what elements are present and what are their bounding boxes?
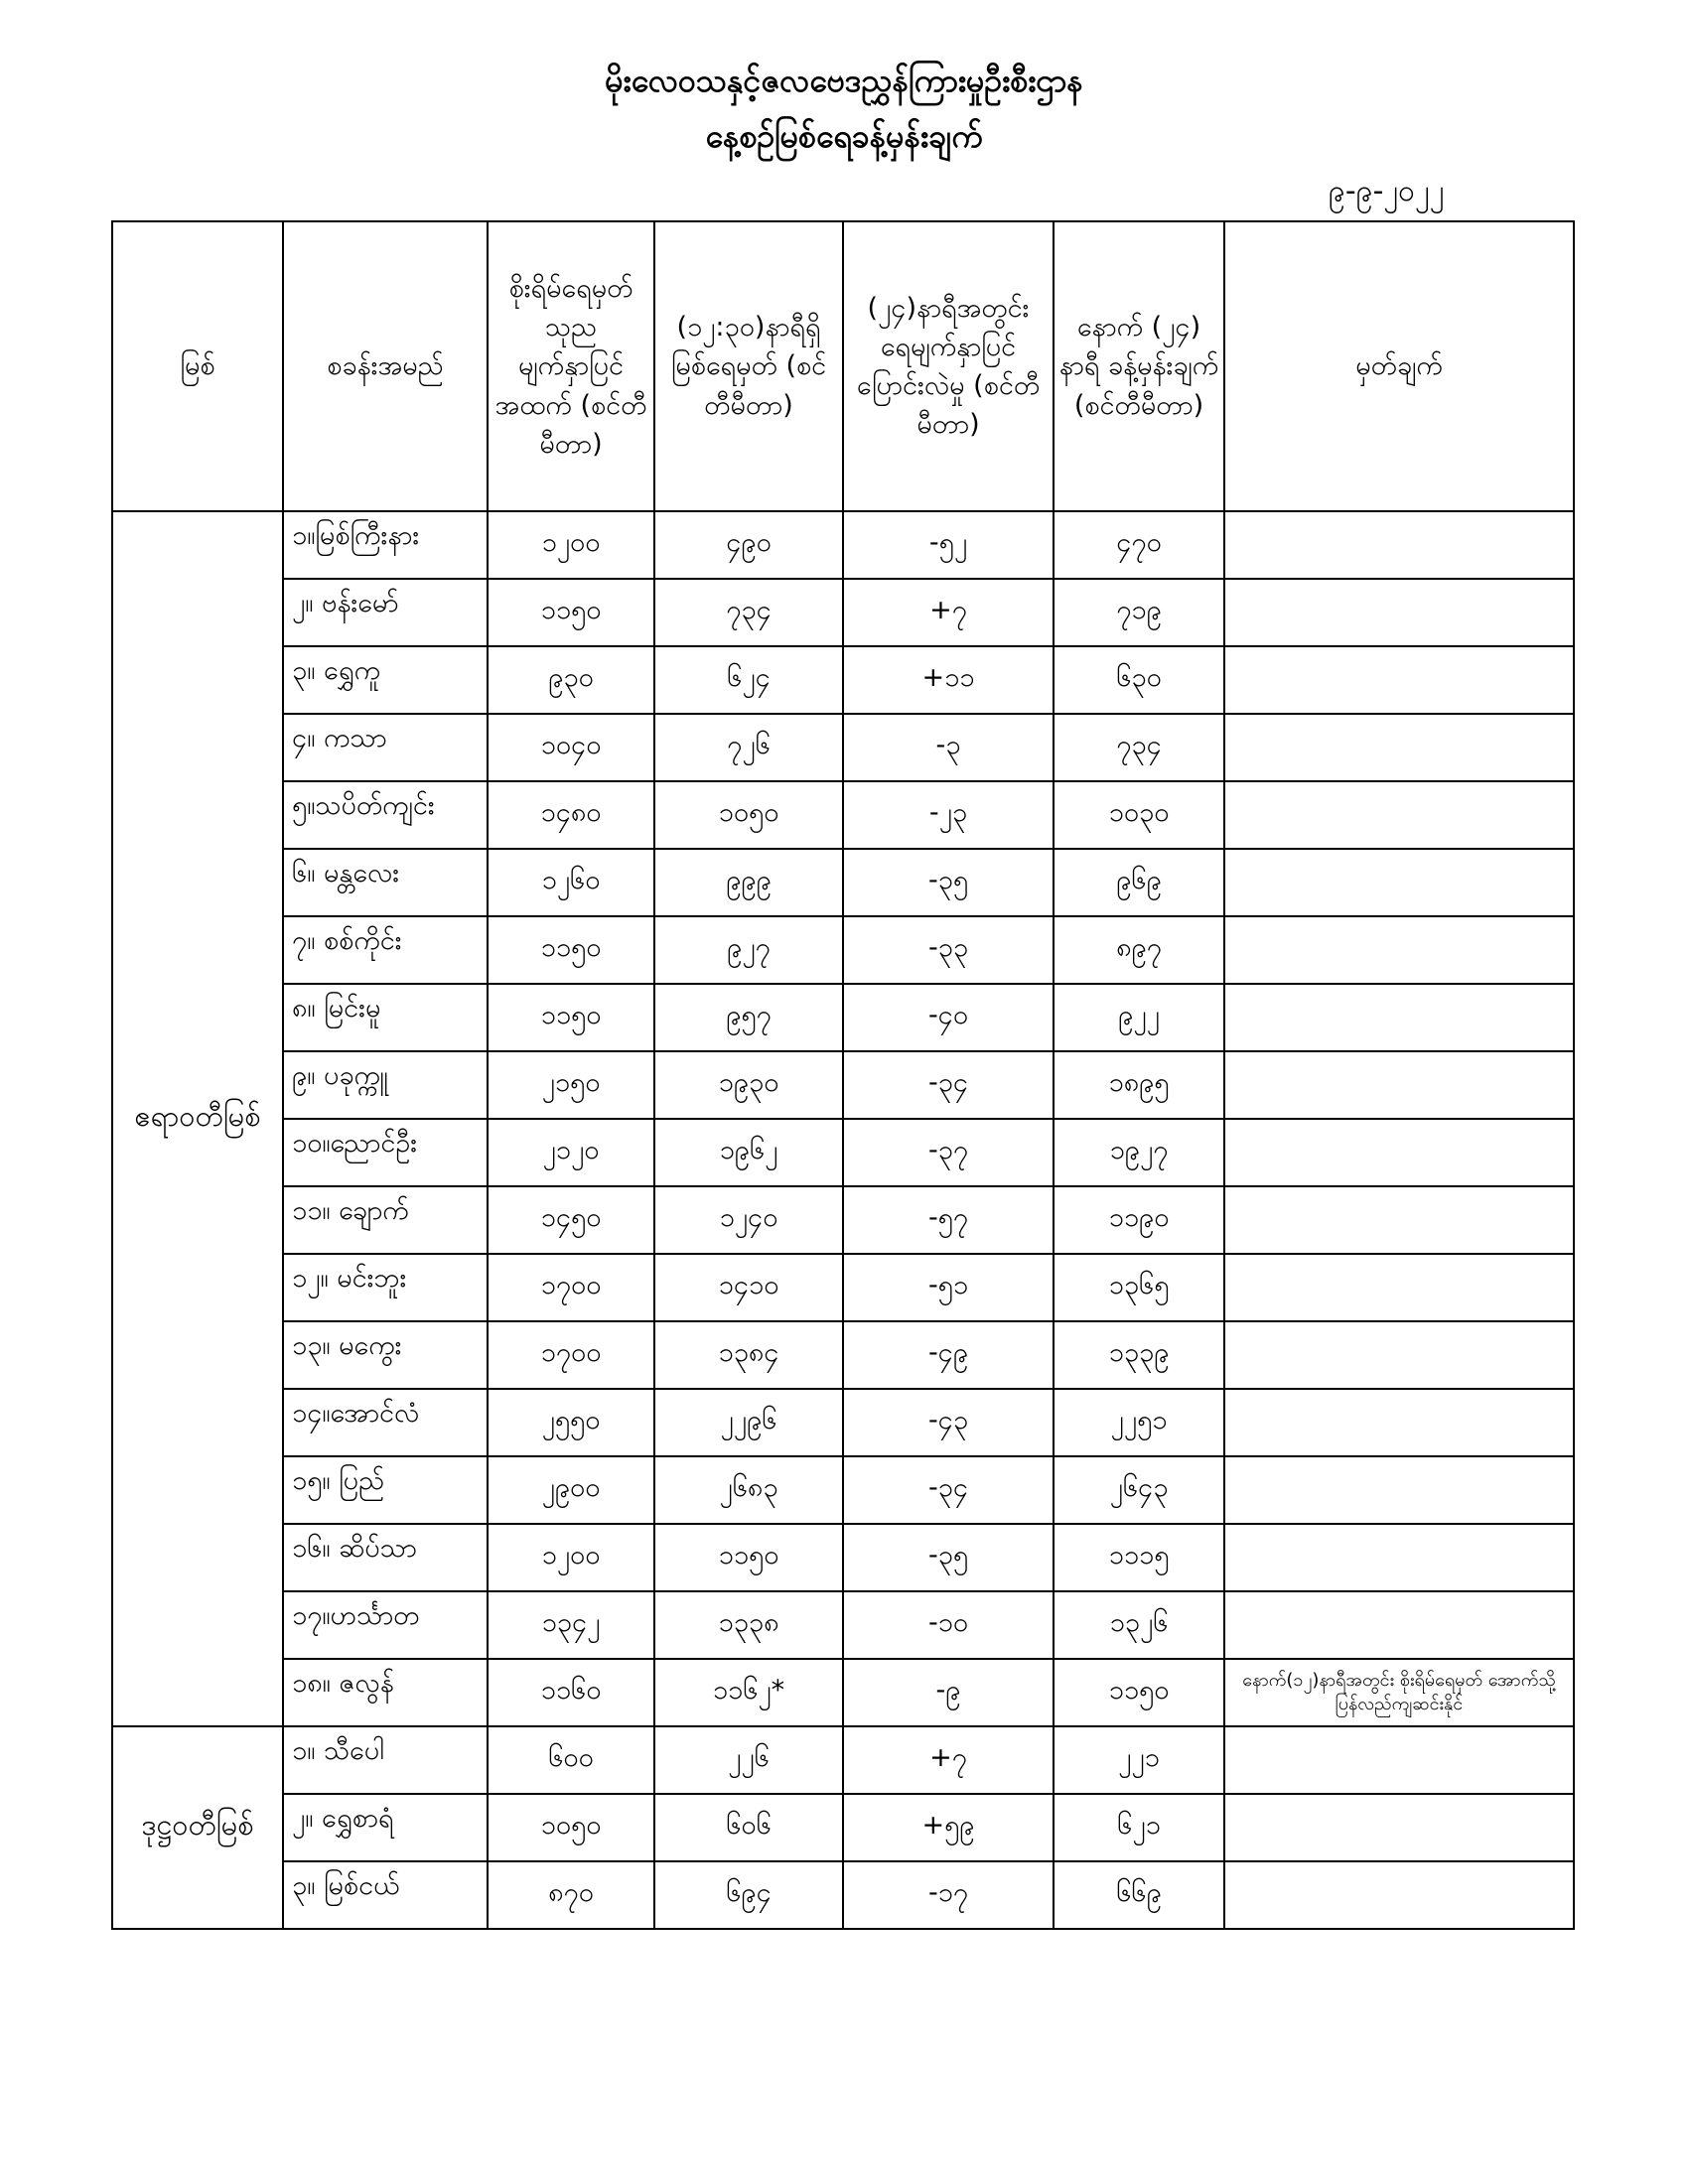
river-forecast-table — [111, 220, 1575, 1930]
change-cell: +၁၁ — [843, 646, 1054, 714]
table-row — [112, 1726, 1574, 1794]
current-level-cell: ၁၁၅၀ — [654, 1524, 843, 1591]
header-24h-change: (၂၄)နာရီအတွင်း ရေမျက်နှာပြင် ပြောင်းလဲမှု (စင်တီမီတာ) — [843, 221, 1054, 511]
current-level-cell: ၉၂၇ — [654, 916, 843, 984]
table-row — [112, 1321, 1574, 1389]
danger-level-cell: ၁၂၀၀ — [488, 511, 654, 579]
river-name: ဒုဋ္ဌဝတီမြစ် — [112, 1726, 283, 1929]
change-cell: -၁၇ — [843, 1861, 1054, 1929]
forecast-cell: ၈၉၇ — [1054, 916, 1224, 984]
station-name: ၂။ ရွှေစာရံ — [283, 1794, 488, 1861]
change-cell: -၉ — [843, 1659, 1054, 1726]
change-cell: -၁၀ — [843, 1591, 1054, 1659]
table-row — [112, 1861, 1574, 1929]
forecast-cell: ၁၁၁၅ — [1054, 1524, 1224, 1591]
current-level-cell: ၁၂၄၀ — [654, 1186, 843, 1254]
forecast-cell: ၇၁၉ — [1054, 579, 1224, 646]
current-level-cell: ၁၉၃၀ — [654, 1051, 843, 1119]
remark-cell — [1224, 714, 1574, 781]
danger-level-cell: ၁၃၄၂ — [488, 1591, 654, 1659]
danger-level-cell: ၁၂၆၀ — [488, 849, 654, 916]
current-level-cell: ၉၅၇ — [654, 984, 843, 1051]
remark-cell — [1224, 646, 1574, 714]
page-subtitle: နေ့စဉ်မြစ်ရေခန့်မှန်းချက် — [705, 117, 983, 155]
table-body — [112, 511, 1574, 1929]
current-level-cell: ၇၂၆ — [654, 714, 843, 781]
forecast-cell: ၂၆၄၃ — [1054, 1456, 1224, 1524]
table-row — [112, 1659, 1574, 1726]
station-name: ၉။ ပခုက္ကူ — [283, 1051, 488, 1119]
current-level-cell: ၇၃၄ — [654, 579, 843, 646]
current-level-cell: ၁၃၃၈ — [654, 1591, 843, 1659]
table-row — [112, 1186, 1574, 1254]
table-row — [112, 1591, 1574, 1659]
station-name: ၁၀။ညောင်ဦး — [283, 1119, 488, 1186]
forecast-cell: ၉၆၉ — [1054, 849, 1224, 916]
current-level-cell: ၉၉၉ — [654, 849, 843, 916]
station-name: ၁။ သီပေါ — [283, 1726, 488, 1794]
station-name: ၃။ မြစ်ငယ် — [283, 1861, 488, 1929]
remark-cell — [1224, 1524, 1574, 1591]
station-name: ၆။ မန္တလေး — [283, 849, 488, 916]
current-level-cell: ၄၉၀ — [654, 511, 843, 579]
forecast-cell: ၉၂၂ — [1054, 984, 1224, 1051]
danger-level-cell: ၁၀၅၀ — [488, 1794, 654, 1861]
danger-level-cell: ၁၇၀၀ — [488, 1254, 654, 1321]
change-cell: +၇ — [843, 579, 1054, 646]
danger-level-cell: ၁၂၀၀ — [488, 1524, 654, 1591]
change-cell: -၃၄ — [843, 1051, 1054, 1119]
remark-cell — [1224, 1254, 1574, 1321]
table-row — [112, 1456, 1574, 1524]
danger-level-cell: ၁၁၅၀ — [488, 916, 654, 984]
remark-cell — [1224, 511, 1574, 579]
forecast-cell: ၁၈၉၅ — [1054, 1051, 1224, 1119]
change-cell: -၄၀ — [843, 984, 1054, 1051]
table-row — [112, 1254, 1574, 1321]
header-danger-level: စိုးရိမ်ရေမှတ် သုည မျက်နှာပြင် အထက် (စင်တီမီတာ) — [488, 221, 654, 511]
table-row — [112, 1389, 1574, 1456]
remark-cell: နောက်(၁၂)နာရီအတွင်း စိုးရိမ်ရေမှတ် အောက်သို့ ပြန်လည်ကျဆင်းနိုင် — [1224, 1659, 1574, 1726]
change-cell: +၅၉ — [843, 1794, 1054, 1861]
table-row — [112, 579, 1574, 646]
forecast-cell: ၆၃၀ — [1054, 646, 1224, 714]
danger-level-cell: ၆၀၀ — [488, 1726, 654, 1794]
current-level-cell: ၂၆၈၃ — [654, 1456, 843, 1524]
remark-cell — [1224, 579, 1574, 646]
remark-cell — [1224, 984, 1574, 1051]
forecast-cell: ၁၁၅၀ — [1054, 1659, 1224, 1726]
station-name: ၅။သပိတ်ကျင်း — [283, 781, 488, 849]
station-name: ၂။ ဗန်းမော် — [283, 579, 488, 646]
danger-level-cell: ၂၉၀၀ — [488, 1456, 654, 1524]
forecast-cell: ၁၃၃၉ — [1054, 1321, 1224, 1389]
danger-level-cell: ၂၁၂၀ — [488, 1119, 654, 1186]
forecast-cell: ၁၁၉၀ — [1054, 1186, 1224, 1254]
current-level-cell: ၁၃၈၄ — [654, 1321, 843, 1389]
forecast-cell: ၁၃၂၆ — [1054, 1591, 1224, 1659]
station-name: ၁၄။အောင်လံ — [283, 1389, 488, 1456]
table-row — [112, 1119, 1574, 1186]
forecast-cell: ၇၃၄ — [1054, 714, 1224, 781]
page-title: မိုးလေဝသနှင့်ဇလဗေဒညွှန်ကြားမှုဦးစီးဌာန — [605, 62, 1083, 99]
forecast-cell: ၆၆၉ — [1054, 1861, 1224, 1929]
remark-cell — [1224, 781, 1574, 849]
report-date: ၉-၉-၂၀၂၂ — [1329, 174, 1445, 208]
forecast-cell: ၂၂၅၁ — [1054, 1389, 1224, 1456]
header-river: မြစ် — [112, 221, 283, 511]
station-name: ၁၅။ ပြည် — [283, 1456, 488, 1524]
forecast-cell: ၁၉၂၇ — [1054, 1119, 1224, 1186]
table-row — [112, 916, 1574, 984]
forecast-cell: ၄၇၀ — [1054, 511, 1224, 579]
remark-cell — [1224, 1591, 1574, 1659]
header-station: စခန်းအမည် — [283, 221, 488, 511]
remark-cell — [1224, 1051, 1574, 1119]
change-cell: -၃၄ — [843, 1456, 1054, 1524]
header-remark: မှတ်ချက် — [1224, 221, 1574, 511]
station-name: ၁၆။ ဆိပ်သာ — [283, 1524, 488, 1591]
table-row — [112, 1794, 1574, 1861]
table-row — [112, 511, 1574, 579]
danger-level-cell: ၉၃၀ — [488, 646, 654, 714]
remark-cell — [1224, 849, 1574, 916]
danger-level-cell: ၁၁၅၀ — [488, 984, 654, 1051]
table-header-row — [112, 221, 1574, 511]
header-current-level: (၁၂:၃၀)နာရီရှိ မြစ်ရေမှတ် (စင်တီမီတာ) — [654, 221, 843, 511]
change-cell: -၅၁ — [843, 1254, 1054, 1321]
current-level-cell: ၂၂၆ — [654, 1726, 843, 1794]
forecast-cell: ၁၃၆၅ — [1054, 1254, 1224, 1321]
table-row — [112, 849, 1574, 916]
table-row — [112, 714, 1574, 781]
change-cell: -၃၅ — [843, 849, 1054, 916]
danger-level-cell: ၁၁၅၀ — [488, 579, 654, 646]
station-name: ၈။ မြင်းမူ — [283, 984, 488, 1051]
station-name: ၁။မြစ်ကြီးနား — [283, 511, 488, 579]
station-name: ၄။ ကသာ — [283, 714, 488, 781]
danger-level-cell: ၁၄၈၀ — [488, 781, 654, 849]
current-level-cell: ၁၁၆၂* — [654, 1659, 843, 1726]
station-name: ၁၃။ မကွေး — [283, 1321, 488, 1389]
danger-level-cell: ၁၄၅၀ — [488, 1186, 654, 1254]
change-cell: -၃၅ — [843, 1524, 1054, 1591]
danger-level-cell: ၁၀၄၀ — [488, 714, 654, 781]
header-forecast: နောက် (၂၄) နာရီ ခန့်မှန်းချက် (စင်တီမီတာ) — [1054, 221, 1224, 511]
forecast-cell: ၂၂၁ — [1054, 1726, 1224, 1794]
current-level-cell: ၆၉၄ — [654, 1861, 843, 1929]
remark-cell — [1224, 1456, 1574, 1524]
change-cell: -၅၇ — [843, 1186, 1054, 1254]
danger-level-cell: ၁၁၆၀ — [488, 1659, 654, 1726]
station-name: ၁၁။ ချောက် — [283, 1186, 488, 1254]
change-cell: -၄၃ — [843, 1389, 1054, 1456]
station-name: ၁၂။ မင်းဘူး — [283, 1254, 488, 1321]
station-name: ၁၈။ ဇလွန် — [283, 1659, 488, 1726]
remark-cell — [1224, 1321, 1574, 1389]
current-level-cell: ၁၀၅၀ — [654, 781, 843, 849]
change-cell: +၇ — [843, 1726, 1054, 1794]
remark-cell — [1224, 916, 1574, 984]
change-cell: -၃၇ — [843, 1119, 1054, 1186]
change-cell: -၃ — [843, 714, 1054, 781]
remark-cell — [1224, 1794, 1574, 1861]
remark-cell — [1224, 1389, 1574, 1456]
danger-level-cell: ၈၇၀ — [488, 1861, 654, 1929]
danger-level-cell: ၂၅၅၀ — [488, 1389, 654, 1456]
change-cell: -၃၃ — [843, 916, 1054, 984]
current-level-cell: ၁၉၆၂ — [654, 1119, 843, 1186]
station-name: ၇။ စစ်ကိုင်း — [283, 916, 488, 984]
danger-level-cell: ၁၇၀၀ — [488, 1321, 654, 1389]
current-level-cell: ၁၄၁၀ — [654, 1254, 843, 1321]
station-name: ၁၇။ဟင်္သာတ — [283, 1591, 488, 1659]
river-name: ဧရာဝတီမြစ် — [112, 511, 283, 1726]
remark-cell — [1224, 1861, 1574, 1929]
table-row — [112, 1524, 1574, 1591]
table-row — [112, 646, 1574, 714]
danger-level-cell: ၂၁၅၀ — [488, 1051, 654, 1119]
current-level-cell: ၆၀၆ — [654, 1794, 843, 1861]
table-row — [112, 781, 1574, 849]
table-row — [112, 984, 1574, 1051]
change-cell: -၅၂ — [843, 511, 1054, 579]
change-cell: -၂၃ — [843, 781, 1054, 849]
remark-cell — [1224, 1726, 1574, 1794]
change-cell: -၄၉ — [843, 1321, 1054, 1389]
forecast-cell: ၆၂၁ — [1054, 1794, 1224, 1861]
forecast-cell: ၁၀၃၀ — [1054, 781, 1224, 849]
current-level-cell: ၂၂၉၆ — [654, 1389, 843, 1456]
station-name: ၃။ ရွှေကူ — [283, 646, 488, 714]
remark-cell — [1224, 1186, 1574, 1254]
current-level-cell: ၆၂၄ — [654, 646, 843, 714]
table-row — [112, 1051, 1574, 1119]
remark-cell — [1224, 1119, 1574, 1186]
